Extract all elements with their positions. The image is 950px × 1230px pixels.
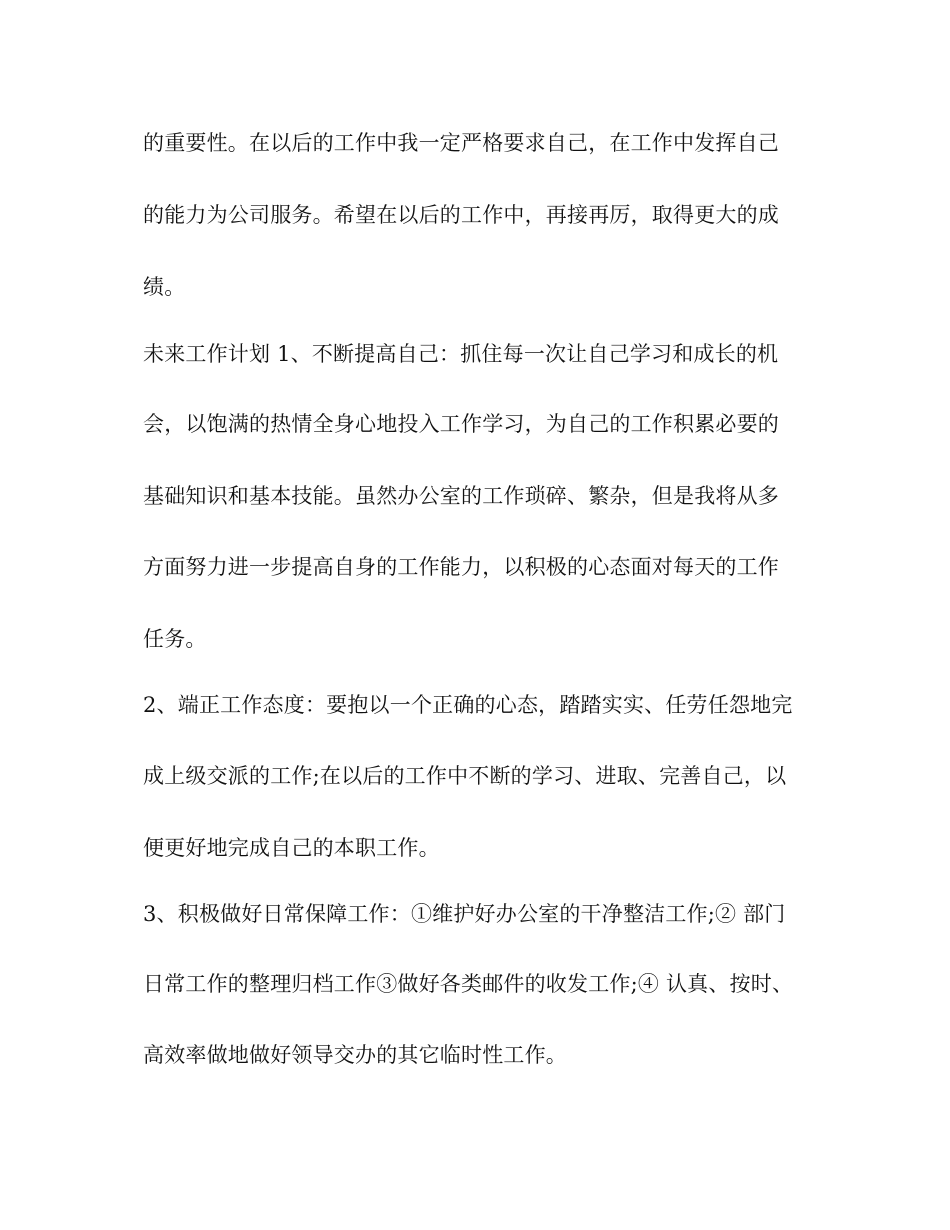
text-line-9: 2、端正工作态度：要抱以一个正确的心态，踏踏实实、任劳任怨地完	[143, 693, 793, 717]
text-line-12: 3、积极做好日常保障工作：①维护好办公室的干净整洁工作;② 部门	[143, 902, 786, 926]
text-line-2: 的能力为公司服务。希望在以后的工作中，再接再厉，取得更大的成	[143, 203, 779, 227]
text-line-8: 任务。	[143, 627, 207, 651]
text-line-1: 的重要性。在以后的工作中我一定严格要求自己，在工作中发挥自己	[143, 131, 779, 155]
text-line-13: 日常工作的整理归档工作③做好各类邮件的收发工作;④ 认真、按时、	[143, 972, 794, 996]
text-line-3: 绩。	[143, 275, 186, 299]
text-line-5: 会，以饱满的热情全身心地投入工作学习，为自己的工作积累必要的	[143, 412, 779, 436]
text-line-10: 成上级交派的工作;在以后的工作中不断的学习、进取、完善自己，以	[143, 764, 787, 788]
text-line-14: 高效率做地做好领导交办的其它临时性工作。	[143, 1043, 567, 1067]
text-line-4: 未来工作计划 1、不断提高自己：抓住每一次让自己学习和成长的机	[143, 342, 779, 366]
text-line-11: 便更好地完成自己的本职工作。	[143, 836, 440, 860]
text-line-6: 基础知识和基本技能。虽然办公室的工作琐碎、繁杂，但是我将从多	[143, 484, 779, 508]
text-line-7: 方面努力进一步提高自身的工作能力，以积极的心态面对每天的工作	[143, 555, 779, 579]
